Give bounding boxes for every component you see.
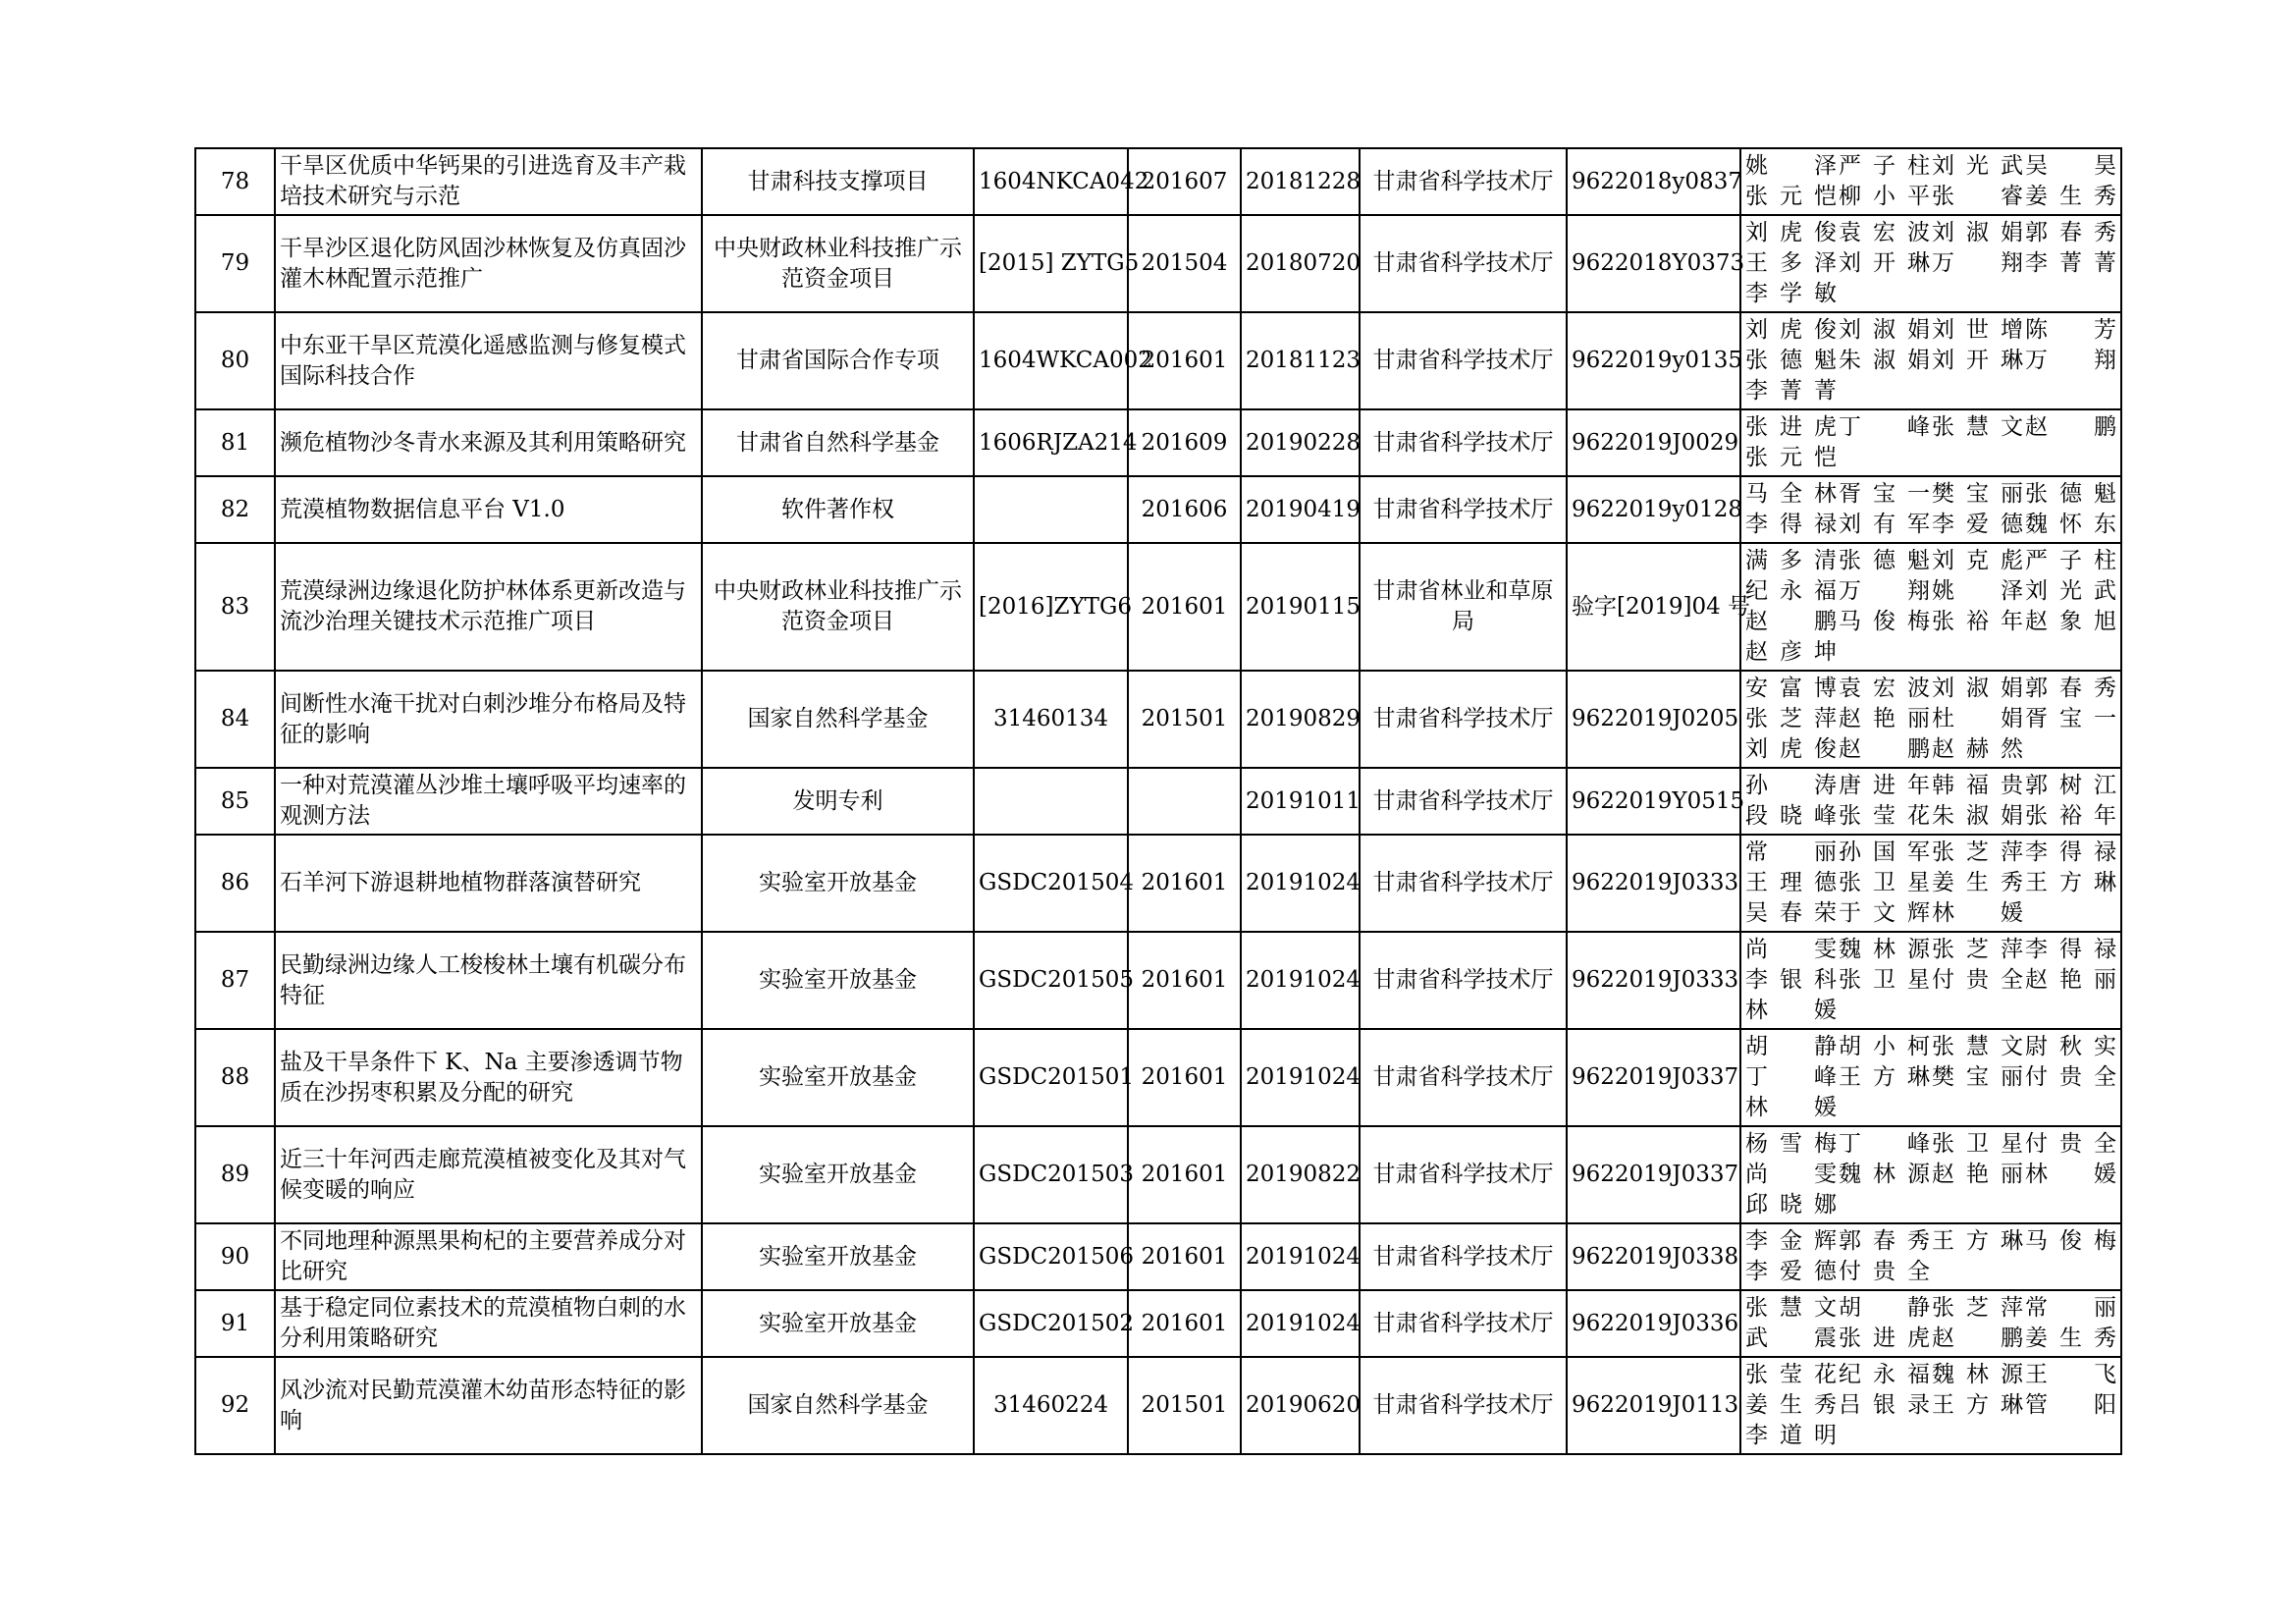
table-row: [195, 1223, 2121, 1290]
participant-name: 张 裕 年: [2025, 803, 2116, 829]
organization: 甘肃省科学技术厅: [1360, 312, 1567, 409]
achievements-table: [194, 147, 2122, 1455]
participant-name: 王 飞: [2025, 1362, 2116, 1387]
participant-name: 魏 林 源: [1839, 1162, 1930, 1187]
row-number: 91: [195, 1290, 275, 1357]
participant-name: 胡 静: [1839, 1295, 1930, 1321]
start-date: 201601: [1128, 932, 1241, 1029]
participant-name: 王 多 泽: [1745, 250, 1837, 276]
participant-name: 胥 宝 一: [1839, 481, 1930, 507]
project-title: 一种对荒漠灌丛沙堆土壤呼吸平均速率的观测方法: [275, 768, 702, 835]
participant-name: 付 贵 全: [2025, 1131, 2116, 1157]
participant-name: 管 阳: [2025, 1392, 2116, 1418]
participant-name: 孙 涛: [1745, 773, 1837, 798]
participant-name: 魏 怀 东: [2025, 512, 2116, 537]
participant-name: 张 睿: [1932, 184, 2023, 209]
participant-name: 胡 静: [1745, 1034, 1837, 1059]
participant-name: 李 银 科: [1745, 967, 1837, 993]
project-code: [2015] ZYTG5: [974, 215, 1128, 312]
participant-name: 张 慧 文: [1932, 1034, 2023, 1059]
participant-name: 赵 象 旭: [2025, 609, 2116, 634]
participants: [1740, 1029, 2121, 1126]
start-date: 201601: [1128, 1126, 1241, 1223]
participant-name: 魏 林 源: [1839, 937, 1930, 962]
organization: 甘肃省科学技术厅: [1360, 671, 1567, 768]
participant-name: 满 多 清: [1745, 548, 1837, 573]
participant-name: 李 得 禄: [2025, 937, 2116, 962]
participant-name: 姜 生 秀: [1745, 1392, 1837, 1418]
participant-name: 刘 虎 俊: [1745, 736, 1837, 762]
project-type: 实验室开放基金: [702, 1126, 974, 1223]
participants: [1740, 215, 2121, 312]
row-number: 84: [195, 671, 275, 768]
participant-name: 张 莹 花: [1839, 803, 1930, 829]
participants: [1740, 671, 2121, 768]
project-type: 中央财政林业科技推广示范资金项目: [702, 543, 974, 671]
start-date: 201606: [1128, 476, 1241, 543]
participant-name: 姜 生 秀: [2025, 1326, 2116, 1351]
organization: 甘肃省科学技术厅: [1360, 409, 1567, 476]
participant-name: 马 俊 梅: [2025, 1228, 2116, 1254]
project-type: 实验室开放基金: [702, 1290, 974, 1357]
participant-name: 常 丽: [1745, 839, 1837, 865]
participant-name: 王 方 琳: [2025, 870, 2116, 895]
participant-name: 段 晓 峰: [1745, 803, 1837, 829]
participant-name: 张 德 魁: [1745, 348, 1837, 373]
participant-name: 袁 宏 波: [1839, 676, 1930, 701]
participant-name: 马 俊 梅: [1839, 609, 1930, 634]
start-date: 201501: [1128, 1357, 1241, 1454]
participant-name: 张 裕 年: [1932, 609, 2023, 634]
project-title: 民勤绿洲边缘人工梭梭林土壤有机碳分布特征: [275, 932, 702, 1029]
participant-name: 李 道 明: [1745, 1423, 1837, 1448]
row-number: 82: [195, 476, 275, 543]
table-row: [195, 409, 2121, 476]
participant-name: 杜 娟: [1932, 706, 2023, 731]
row-number: 79: [195, 215, 275, 312]
participant-name: 郭 春 秀: [2025, 220, 2116, 245]
participant-name: 张 芝 萍: [1745, 706, 1837, 731]
participant-name: 王 方 琳: [1932, 1392, 2023, 1418]
table-row: [195, 932, 2121, 1029]
participant-name: 李 得 禄: [1745, 512, 1837, 537]
project-title: 近三十年河西走廊荒漠植被变化及其对气候变暖的响应: [275, 1126, 702, 1223]
certificate-number: 9622019J0029: [1567, 409, 1740, 476]
participant-name: 尉 秋 实: [2025, 1034, 2116, 1059]
participant-name: 林 媛: [1745, 1095, 1837, 1120]
participant-name: 马 全 林: [1745, 481, 1837, 507]
start-date: 201504: [1128, 215, 1241, 312]
project-title: 荒漠植物数据信息平台 V1.0: [275, 476, 702, 543]
project-title: 石羊河下游退耕地植物群落演替研究: [275, 835, 702, 932]
participants: [1740, 768, 2121, 835]
row-number: 85: [195, 768, 275, 835]
project-code: 1604WKCA002: [974, 312, 1128, 409]
participant-name: 刘 淑 娟: [1932, 220, 2023, 245]
end-date: 20181228: [1241, 148, 1360, 215]
organization: 甘肃省科学技术厅: [1360, 215, 1567, 312]
participant-name: 张 莹 花: [1745, 1362, 1837, 1387]
participant-name: 赵 赫 然: [1932, 736, 2023, 762]
participant-name: 袁 宏 波: [1839, 220, 1930, 245]
participant-name: 李 菁 菁: [2025, 250, 2116, 276]
participant-name: 刘 虎 俊: [1745, 317, 1837, 343]
certificate-number: 9622019J0336: [1567, 1290, 1740, 1357]
project-type: 甘肃省国际合作专项: [702, 312, 974, 409]
participant-name: 李 爱 德: [1932, 512, 2023, 537]
participant-name: 朱 淑 娟: [1839, 348, 1930, 373]
participant-name: 张 卫 星: [1839, 967, 1930, 993]
participant-name: 柳 小 平: [1839, 184, 1930, 209]
participant-name: 丁 峰: [1745, 1064, 1837, 1090]
participant-name: 姚 泽: [1745, 153, 1837, 179]
row-number: 87: [195, 932, 275, 1029]
row-number: 78: [195, 148, 275, 215]
participant-name: 尚 雯: [1745, 1162, 1837, 1187]
row-number: 86: [195, 835, 275, 932]
participant-name: 吴 春 荣: [1745, 900, 1837, 926]
project-title: 间断性水淹干扰对白刺沙堆分布格局及特征的影响: [275, 671, 702, 768]
end-date: 20191024: [1241, 835, 1360, 932]
certificate-number: 9622018Y0373: [1567, 215, 1740, 312]
participant-name: 赵 彦 坤: [1745, 639, 1837, 665]
participant-name: 李 学 敏: [1745, 281, 1837, 306]
participant-name: 纪 永 福: [1745, 578, 1837, 604]
project-type: 国家自然科学基金: [702, 671, 974, 768]
end-date: 20191024: [1241, 1029, 1360, 1126]
certificate-number: 9622019J0205: [1567, 671, 1740, 768]
table-row: [195, 312, 2121, 409]
start-date: 201601: [1128, 835, 1241, 932]
participant-name: 刘 光 武: [2025, 578, 2116, 604]
certificate-number: 9622019J0333: [1567, 835, 1740, 932]
project-code: GSDC201503: [974, 1126, 1128, 1223]
participant-name: 赵 鹏: [1932, 1326, 2023, 1351]
project-type: 实验室开放基金: [702, 835, 974, 932]
end-date: 20190829: [1241, 671, 1360, 768]
organization: 甘肃省科学技术厅: [1360, 768, 1567, 835]
participant-name: 张 德 魁: [1839, 548, 1930, 573]
start-date: [1128, 768, 1241, 835]
participant-name: 刘 虎 俊: [1745, 220, 1837, 245]
project-type: 实验室开放基金: [702, 1223, 974, 1290]
table-row: [195, 1029, 2121, 1126]
participant-name: 赵 鹏: [2025, 414, 2116, 440]
participant-name: 刘 淑 娟: [1932, 676, 2023, 701]
participant-name: 朱 淑 娟: [1932, 803, 2023, 829]
certificate-number: 9622019J0337: [1567, 1126, 1740, 1223]
table-row: [195, 1357, 2121, 1454]
project-title: 濒危植物沙冬青水来源及其利用策略研究: [275, 409, 702, 476]
row-number: 92: [195, 1357, 275, 1454]
project-title: 中东亚干旱区荒漠化遥感监测与修复模式国际科技合作: [275, 312, 702, 409]
project-code: [2016]ZYTG6: [974, 543, 1128, 671]
participant-name: 胡 小 柯: [1839, 1034, 1930, 1059]
project-code: 1606RJZA214: [974, 409, 1128, 476]
participant-name: 李 菁 菁: [1745, 378, 1837, 404]
table-row: [195, 671, 2121, 768]
start-date: 201601: [1128, 1290, 1241, 1357]
participant-name: 刘 有 军: [1839, 512, 1930, 537]
participant-name: 王 方 琳: [1932, 1228, 2023, 1254]
participants: [1740, 543, 2121, 671]
participant-name: 张 元 恺: [1745, 445, 1837, 470]
project-code: 31460134: [974, 671, 1128, 768]
end-date: 20181123: [1241, 312, 1360, 409]
participant-name: 赵 艳 丽: [1839, 706, 1930, 731]
participant-name: 李 得 禄: [2025, 839, 2116, 865]
start-date: 201601: [1128, 543, 1241, 671]
project-title: 基于稳定同位素技术的荒漠植物白刺的水分利用策略研究: [275, 1290, 702, 1357]
project-type: 国家自然科学基金: [702, 1357, 974, 1454]
project-type: 甘肃科技支撑项目: [702, 148, 974, 215]
participant-name: 刘 光 武: [1932, 153, 2023, 179]
start-date: 201601: [1128, 312, 1241, 409]
organization: 甘肃省科学技术厅: [1360, 1357, 1567, 1454]
organization: 甘肃省科学技术厅: [1360, 932, 1567, 1029]
participant-name: 张 芝 萍: [1932, 1295, 2023, 1321]
participant-name: 魏 林 源: [1932, 1362, 2023, 1387]
organization: 甘肃省科学技术厅: [1360, 1126, 1567, 1223]
project-type: 甘肃省自然科学基金: [702, 409, 974, 476]
project-code: GSDC201501: [974, 1029, 1128, 1126]
project-title: 盐及干旱条件下 K、Na 主要渗透调节物质在沙拐枣积累及分配的研究: [275, 1029, 702, 1126]
end-date: 20191011: [1241, 768, 1360, 835]
row-number: 88: [195, 1029, 275, 1126]
participant-name: 万 翔: [1839, 578, 1930, 604]
certificate-number: 9622019Y0515: [1567, 768, 1740, 835]
participant-name: 安 富 博: [1745, 676, 1837, 701]
participant-name: 张 元 恺: [1745, 184, 1837, 209]
end-date: 20191024: [1241, 1223, 1360, 1290]
project-code: 31460224: [974, 1357, 1128, 1454]
participants: [1740, 835, 2121, 932]
certificate-number: 9622019y0135: [1567, 312, 1740, 409]
project-code: GSDC201505: [974, 932, 1128, 1029]
participant-name: 刘 世 增: [1932, 317, 2023, 343]
participant-name: 张 卫 星: [1932, 1131, 2023, 1157]
end-date: 20190228: [1241, 409, 1360, 476]
table-row: [195, 543, 2121, 671]
participant-name: 邱 晓 娜: [1745, 1192, 1837, 1218]
participant-name: 张 德 魁: [2025, 481, 2116, 507]
organization: 甘肃省科学技术厅: [1360, 476, 1567, 543]
participant-name: 张 芝 萍: [1932, 937, 2023, 962]
certificate-number: 9622019J0333: [1567, 932, 1740, 1029]
start-date: 201501: [1128, 671, 1241, 768]
participants: [1740, 1357, 2121, 1454]
row-number: 90: [195, 1223, 275, 1290]
participant-name: 孙 国 军: [1839, 839, 1930, 865]
participants: [1740, 932, 2121, 1029]
participant-name: 赵 艳 丽: [1932, 1162, 2023, 1187]
certificate-number: 9622019y0128: [1567, 476, 1740, 543]
participant-name: 李 爱 德: [1745, 1259, 1837, 1284]
project-title: 干旱沙区退化防风固沙林恢复及仿真固沙灌木林配置示范推广: [275, 215, 702, 312]
participant-name: 姜 生 秀: [1932, 870, 2023, 895]
end-date: 20191024: [1241, 1290, 1360, 1357]
project-code: [974, 476, 1128, 543]
organization: 甘肃省科学技术厅: [1360, 148, 1567, 215]
participants: [1740, 409, 2121, 476]
participant-name: 武 震: [1745, 1326, 1837, 1351]
table-row: [195, 768, 2121, 835]
participant-name: 郭 春 秀: [2025, 676, 2116, 701]
project-code: GSDC201506: [974, 1223, 1128, 1290]
participant-name: 赵 鹏: [1745, 609, 1837, 634]
participant-name: 胥 宝 一: [2025, 706, 2116, 731]
participant-name: 林 媛: [2025, 1162, 2116, 1187]
participant-name: 吴 昊: [2025, 153, 2116, 179]
row-number: 83: [195, 543, 275, 671]
participant-name: 王 方 琳: [1839, 1064, 1930, 1090]
participant-name: 常 丽: [2025, 1295, 2116, 1321]
table-row: [195, 835, 2121, 932]
table-row: [195, 1126, 2121, 1223]
project-type: 软件著作权: [702, 476, 974, 543]
participant-name: 唐 进 年: [1839, 773, 1930, 798]
start-date: 201609: [1128, 409, 1241, 476]
end-date: 20191024: [1241, 932, 1360, 1029]
participant-name: 樊 宝 丽: [1932, 481, 2023, 507]
table-row: [195, 1290, 2121, 1357]
participant-name: 万 翔: [1932, 250, 2023, 276]
participant-name: 林 媛: [1932, 900, 2023, 926]
participant-name: 姚 泽: [1932, 578, 2023, 604]
participant-name: 李 金 辉: [1745, 1228, 1837, 1254]
project-type: 中央财政林业科技推广示范资金项目: [702, 215, 974, 312]
participant-name: 付 贵 全: [1932, 967, 2023, 993]
project-code: [974, 768, 1128, 835]
certificate-number: 9622019J0337: [1567, 1029, 1740, 1126]
participant-name: 严 子 柱: [2025, 548, 2116, 573]
certificate-number: 9622018y0837: [1567, 148, 1740, 215]
organization: 甘肃省科学技术厅: [1360, 1029, 1567, 1126]
organization: 甘肃省科学技术厅: [1360, 1290, 1567, 1357]
end-date: 20180720: [1241, 215, 1360, 312]
participant-name: 丁 峰: [1839, 1131, 1930, 1157]
start-date: 201601: [1128, 1029, 1241, 1126]
participant-name: 张 慧 文: [1932, 414, 2023, 440]
participant-name: 赵 艳 丽: [2025, 967, 2116, 993]
project-title: 荒漠绿洲边缘退化防护林体系更新改造与流沙治理关键技术示范推广项目: [275, 543, 702, 671]
participant-name: 韩 福 贵: [1932, 773, 2023, 798]
participant-name: 樊 宝 丽: [1932, 1064, 2023, 1090]
participant-name: 王 理 德: [1745, 870, 1837, 895]
participant-name: 陈 芳: [2025, 317, 2116, 343]
participant-name: 刘 开 琳: [1932, 348, 2023, 373]
participants: [1740, 1223, 2121, 1290]
participant-name: 杨 雪 梅: [1745, 1131, 1837, 1157]
project-type: 实验室开放基金: [702, 1029, 974, 1126]
project-title: 不同地理种源黑果枸杞的主要营养成分对比研究: [275, 1223, 702, 1290]
participant-name: 张 芝 萍: [1932, 839, 2023, 865]
certificate-number: 9622019J0113: [1567, 1357, 1740, 1454]
table-row: [195, 215, 2121, 312]
project-title: 干旱区优质中华钙果的引进选育及丰产栽培技术研究与示范: [275, 148, 702, 215]
participant-name: 姜 生 秀: [2025, 184, 2116, 209]
end-date: 20190419: [1241, 476, 1360, 543]
table-body: [195, 148, 2121, 1454]
participant-name: 张 进 虎: [1839, 1326, 1930, 1351]
row-number: 81: [195, 409, 275, 476]
project-type: 发明专利: [702, 768, 974, 835]
row-number: 89: [195, 1126, 275, 1223]
participant-name: 张 进 虎: [1745, 414, 1837, 440]
participant-name: 严 子 柱: [1839, 153, 1930, 179]
project-code: 1604NKCA042: [974, 148, 1128, 215]
participant-name: 林 媛: [1745, 998, 1837, 1023]
participant-name: 刘 开 琳: [1839, 250, 1930, 276]
project-code: GSDC201502: [974, 1290, 1128, 1357]
participant-name: 万 翔: [2025, 348, 2116, 373]
project-type: 实验室开放基金: [702, 932, 974, 1029]
organization: 甘肃省林业和草原局: [1360, 543, 1567, 671]
participant-name: 张 慧 文: [1745, 1295, 1837, 1321]
certificate-number: 验字[2019]04 号: [1567, 543, 1740, 671]
participant-name: 郭 树 江: [2025, 773, 2116, 798]
participant-name: 刘 淑 娟: [1839, 317, 1930, 343]
participants: [1740, 476, 2121, 543]
project-code: GSDC201504: [974, 835, 1128, 932]
end-date: 20190115: [1241, 543, 1360, 671]
participant-name: 付 贵 全: [2025, 1064, 2116, 1090]
project-title: 风沙流对民勤荒漠灌木幼苗形态特征的影响: [275, 1357, 702, 1454]
table-row: [195, 476, 2121, 543]
participant-name: 于 文 辉: [1839, 900, 1930, 926]
end-date: 20190822: [1241, 1126, 1360, 1223]
start-date: 201607: [1128, 148, 1241, 215]
participant-name: 吕 银 录: [1839, 1392, 1930, 1418]
participant-name: 刘 克 彪: [1932, 548, 2023, 573]
organization: 甘肃省科学技术厅: [1360, 835, 1567, 932]
table-row: [195, 148, 2121, 215]
participants: [1740, 1126, 2121, 1223]
participant-name: 郭 春 秀: [1839, 1228, 1930, 1254]
participant-name: 尚 雯: [1745, 937, 1837, 962]
start-date: 201601: [1128, 1223, 1241, 1290]
participant-name: 丁 峰: [1839, 414, 1930, 440]
participant-name: 付 贵 全: [1839, 1259, 1930, 1284]
participants: [1740, 148, 2121, 215]
participant-name: 赵 鹏: [1839, 736, 1930, 762]
participant-name: 张 卫 星: [1839, 870, 1930, 895]
organization: 甘肃省科学技术厅: [1360, 1223, 1567, 1290]
certificate-number: 9622019J0338: [1567, 1223, 1740, 1290]
participants: [1740, 312, 2121, 409]
end-date: 20190620: [1241, 1357, 1360, 1454]
participant-name: 纪 永 福: [1839, 1362, 1930, 1387]
row-number: 80: [195, 312, 275, 409]
participants: [1740, 1290, 2121, 1357]
